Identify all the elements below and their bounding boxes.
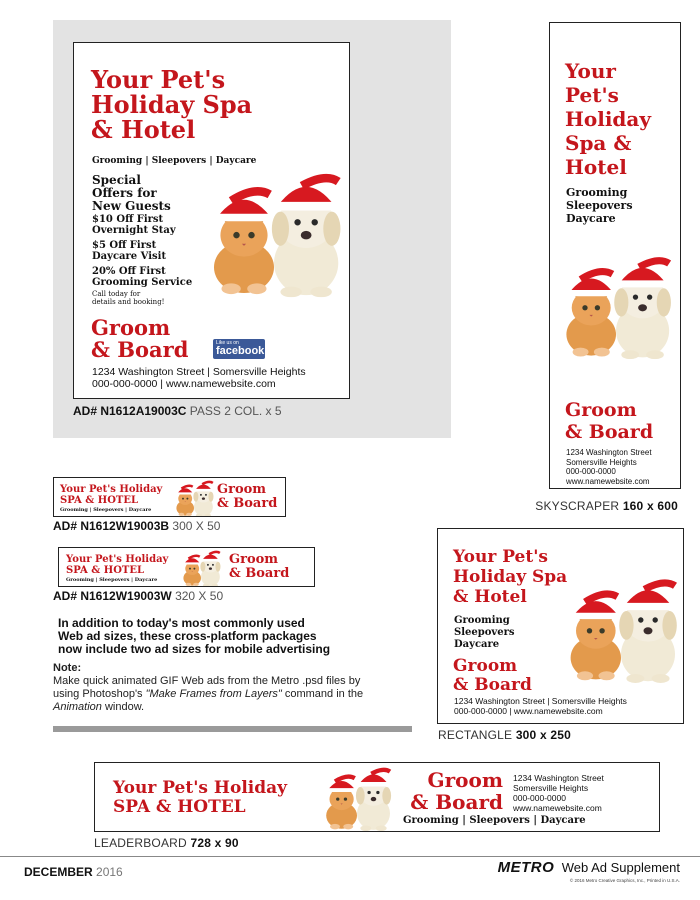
headline-line: Your Pet's Holiday	[66, 554, 169, 565]
note-emphasis: Animation	[53, 701, 102, 713]
brand-name: Groom	[229, 552, 279, 567]
address-line: 1234 Washington Street | Somersville Heights	[454, 696, 627, 706]
headline-line: Your Pet's	[453, 547, 549, 567]
note-title: Note:	[53, 662, 82, 674]
address-street: 1234 Washington Street	[513, 773, 604, 783]
headline-line: SPA & HOTEL	[113, 797, 246, 817]
note-text	[53, 701, 413, 714]
note-fragment: using Photoshop's	[53, 688, 146, 700]
service-item: Daycare	[454, 639, 500, 650]
pets-illustration	[199, 158, 349, 308]
rectangle-label: RECTANGLE	[438, 728, 513, 742]
facebook-badge-large: facebook	[216, 345, 265, 357]
headline-line: & Hotel	[91, 115, 196, 144]
headline-line: Your Pet's	[91, 65, 226, 94]
service-item: Grooming	[566, 186, 628, 199]
service-item: Grooming	[454, 615, 510, 626]
mobile-ad-300	[53, 477, 286, 517]
offer-text: Daycare Visit	[92, 251, 167, 262]
headline-line: SPA & HOTEL	[66, 565, 145, 576]
brand-name: Groom	[217, 482, 267, 497]
address-city: Somersville Heights	[513, 783, 589, 793]
offers-title: New Guests	[92, 199, 171, 213]
brand-name: & Board	[91, 337, 189, 362]
offer-text: Grooming Service	[92, 277, 193, 288]
facebook-badge-small: Like us on	[216, 340, 239, 346]
print-ad-size: PASS 2 COL. x 5	[189, 404, 282, 418]
leaderboard-ad	[94, 762, 660, 832]
brand-name: & Board	[565, 421, 654, 443]
print-ad-number: AD# N1612A19003C	[73, 404, 187, 418]
mobile1-ad-size: 300 X 50	[172, 519, 221, 533]
note-fragment: window.	[101, 701, 145, 713]
headline-line: Hotel	[565, 155, 627, 179]
info-text: Web ad sizes, these cross-platform packages	[58, 629, 317, 643]
address-line: 1234 Washington Street | Somersville Heights	[92, 366, 306, 378]
info-text: In addition to today's most commonly used	[58, 616, 305, 630]
skyscraper-label: SKYSCRAPER	[535, 499, 620, 513]
headline-line: Holiday Spa	[91, 90, 253, 119]
brand-name: & Board	[229, 566, 290, 581]
offer-text: Overnight Stay	[92, 225, 176, 236]
skyscraper-size: 160 x 600	[622, 499, 678, 513]
phone: 000-000-0000	[566, 467, 616, 476]
service-item: Sleepovers	[566, 199, 633, 212]
note-emphasis: "Make Frames from Layers"	[145, 688, 282, 700]
pets-illustration	[317, 765, 397, 831]
offers-title: Offers for	[92, 186, 157, 200]
brand-name: Groom	[91, 315, 171, 340]
footer-rule	[0, 856, 700, 857]
headline-line: Your Pet's Holiday	[60, 484, 163, 495]
note-text: Make quick animated GIF Web ads from the Metro .psd files by	[53, 675, 361, 687]
note-text	[53, 688, 413, 701]
address-city: Somersville Heights	[566, 457, 637, 467]
offer-text: 20% Off First	[92, 266, 166, 277]
footer-month: DECEMBER	[24, 865, 93, 879]
brand-name: & Board	[217, 496, 278, 511]
services-line: Grooming | Sleepovers | Daycare	[66, 577, 158, 583]
brand-name: Groom	[453, 656, 518, 676]
website: www.namewebsite.com	[513, 803, 602, 813]
services-line: Grooming | Sleepovers | Daycare	[403, 815, 586, 826]
service-item: Daycare	[566, 212, 616, 225]
gray-divider	[53, 726, 412, 732]
contact-line: 000-000-0000 | www.namewebsite.com	[454, 706, 603, 716]
website: www.namewebsite.com	[566, 476, 650, 486]
pets-illustration	[179, 549, 223, 587]
contact-line: 000-000-0000 | www.namewebsite.com	[92, 378, 276, 390]
note-fragment: command in the	[281, 688, 364, 700]
skyscraper-ad	[549, 22, 681, 489]
mobile2-ad-number: AD# N1612W19003W	[53, 589, 172, 603]
mobile-ad-320	[58, 547, 315, 587]
metro-logo: METRO	[497, 859, 555, 876]
services-line: Grooming | Sleepovers | Daycare	[92, 156, 257, 166]
print-ad	[73, 42, 350, 399]
call-to-action: details and booking!	[92, 298, 165, 306]
service-item: Sleepovers	[454, 627, 515, 638]
leaderboard-size: 728 x 90	[190, 836, 239, 850]
footer-subtitle: Web Ad Supplement	[561, 860, 680, 875]
headline-line: Holiday	[565, 107, 651, 131]
rectangle-ad	[437, 528, 684, 724]
headline-line: Your Pet's Holiday	[113, 778, 288, 798]
services-line: Grooming | Sleepovers | Daycare	[60, 507, 152, 513]
headline-line: & Hotel	[453, 587, 527, 607]
phone: 000-000-0000	[513, 793, 566, 803]
address-street: 1234 Washington Street	[566, 448, 652, 457]
pets-illustration	[558, 569, 684, 689]
mobile2-ad-size: 320 X 50	[175, 589, 224, 603]
offers-title: Special	[92, 173, 141, 187]
brand-name: Groom	[565, 399, 637, 421]
footer-copyright: © 2016 Metro Creative Graphics, Inc., Printed in U.S.A.	[569, 878, 680, 883]
offer-text: $5 Off First	[92, 240, 157, 251]
headline-line: SPA & HOTEL	[60, 495, 139, 506]
facebook-badge[interactable]	[213, 339, 265, 359]
brand-name: Groom	[427, 768, 503, 792]
leaderboard-label: LEADERBOARD	[94, 836, 187, 850]
mobile1-ad-number: AD# N1612W19003B	[53, 519, 170, 533]
rectangle-size: 300 x 250	[515, 728, 571, 742]
headline-line: Pet's	[565, 83, 619, 107]
offer-text: $10 Off First	[92, 214, 164, 225]
headline-line: Your	[565, 59, 616, 83]
headline-line: Holiday Spa	[453, 567, 568, 587]
footer-year: 2016	[96, 865, 123, 879]
brand-name: & Board	[453, 675, 532, 695]
headline-line: Spa &	[565, 131, 632, 155]
call-to-action: Call today for	[92, 290, 141, 298]
brand-name: & Board	[410, 790, 503, 814]
pets-illustration	[554, 236, 678, 376]
info-text: now include two ad sizes for mobile advertising	[58, 642, 331, 656]
pets-illustration	[172, 479, 216, 517]
